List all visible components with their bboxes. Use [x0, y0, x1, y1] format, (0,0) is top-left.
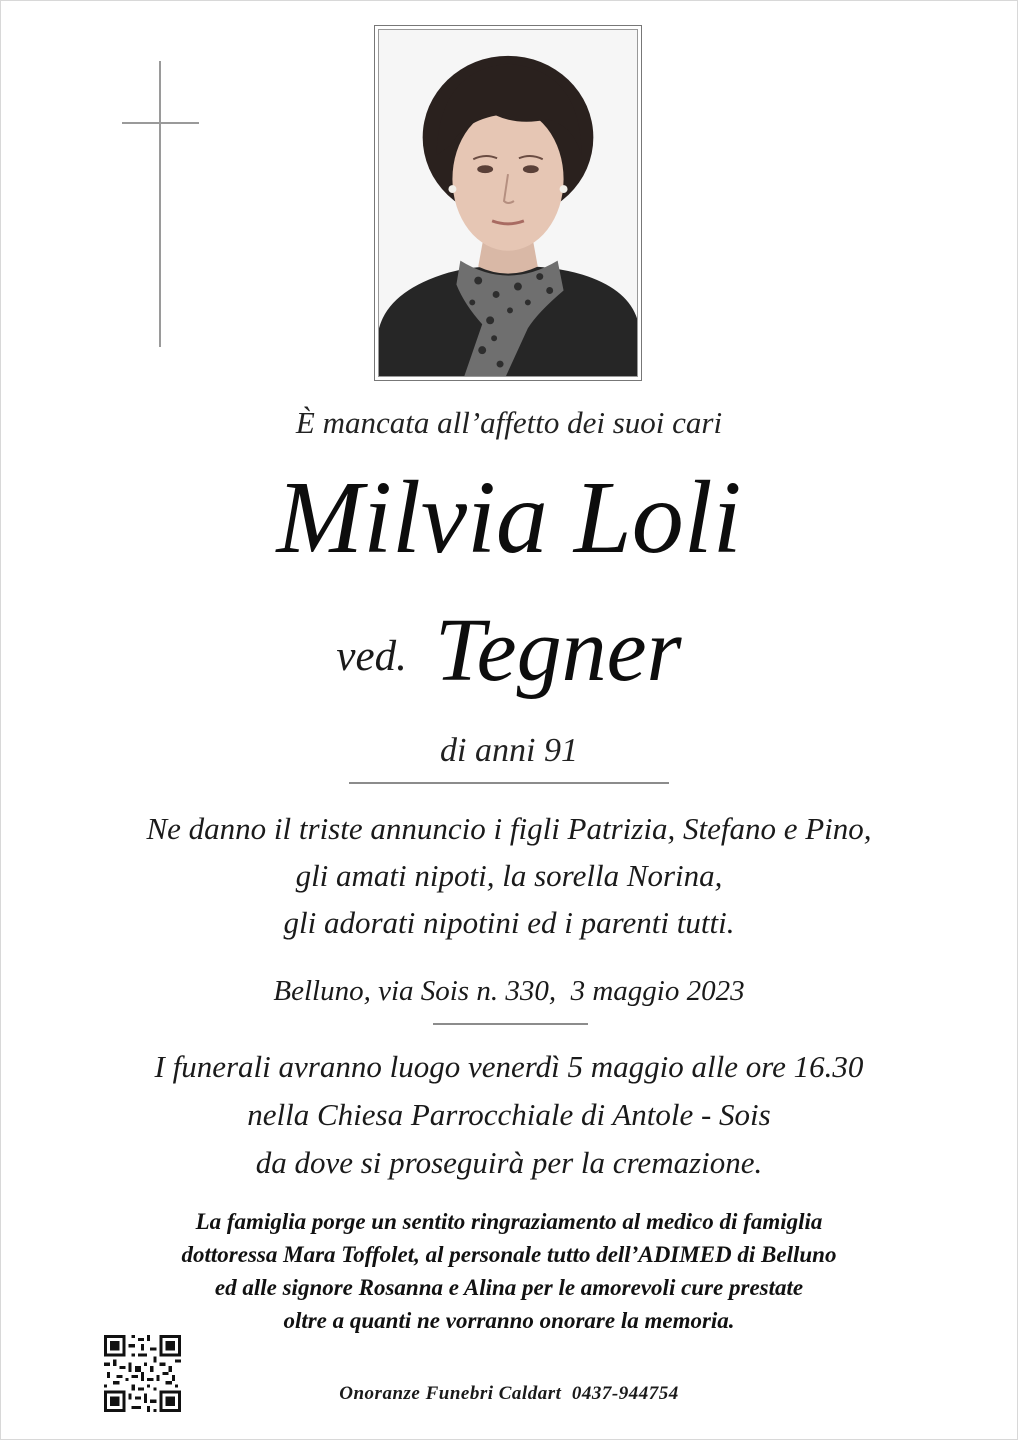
- divider: [349, 782, 669, 784]
- funeral-line: da dove si proseguirà per la cremazione.: [255, 1145, 763, 1180]
- portrait-photo: [378, 29, 638, 377]
- cross-horizontal-bar: [122, 122, 199, 124]
- portrait-image: [379, 30, 637, 376]
- widow-prefix: ved.: [336, 633, 407, 680]
- married-surname: Tegner: [434, 601, 682, 700]
- funeral-line: nella Chiesa Parrocchiale di Antole - Sois: [247, 1097, 771, 1132]
- divider: [433, 1023, 588, 1025]
- cross-vertical-bar: [159, 61, 161, 347]
- announcement: [1, 805, 1017, 946]
- funeral-home-contact: Onoranze Funebri Caldart 0437-944754: [339, 1383, 679, 1404]
- announcement-line: Ne danno il triste annuncio i figli Patrizia, Stefano e Pino,: [146, 811, 872, 846]
- widow-line: [1, 601, 1017, 726]
- age-text: di anni 91: [440, 732, 578, 769]
- intro-text: È mancata all’affetto dei suoi cari: [295, 405, 723, 440]
- thanks-line: dottoressa Mara Toffolet, al personale tutto dell’ADIMED di Belluno: [181, 1242, 837, 1267]
- thanks-line: ed alle signore Rosanna e Alina per le amorevoli cure prestate: [214, 1275, 804, 1300]
- deceased-name: Milvia Loli: [276, 460, 742, 575]
- thanks-message: [1, 1205, 1017, 1337]
- announcement-line: gli amati nipoti, la sorella Norina,: [295, 858, 723, 893]
- funeral-line: I funerali avranno luogo venerdì 5 maggio alle ore 16.30: [154, 1049, 864, 1084]
- place-date: Belluno, via Sois n. 330, 3 maggio 2023: [273, 975, 745, 1007]
- funeral-details: [1, 1043, 1017, 1187]
- thanks-line: La famiglia porge un sentito ringraziamento al medico di famiglia: [195, 1209, 823, 1234]
- thanks-line: oltre a quanti ne vorranno onorare la memoria.: [283, 1308, 735, 1333]
- portrait-frame: [374, 25, 642, 381]
- announcement-line: gli adorati nipotini ed i parenti tutti.: [283, 905, 735, 940]
